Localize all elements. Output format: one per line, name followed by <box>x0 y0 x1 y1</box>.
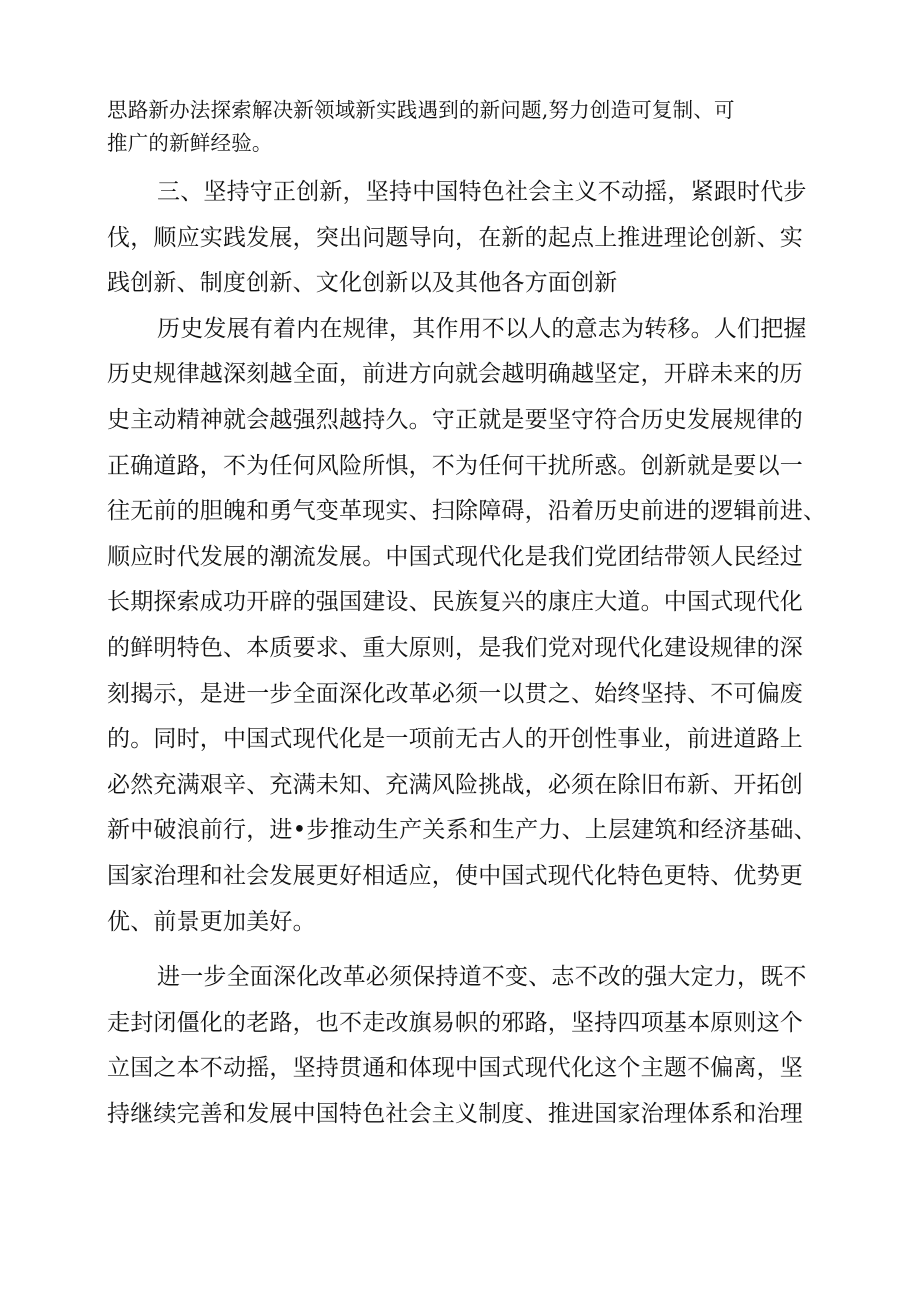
paragraph-continuation <box>107 94 813 160</box>
text-line: 长期探索成功开辟的强国建设、民族复兴的康庄大道。中国式现代化 <box>107 589 803 616</box>
text-line: 优、前景更加美好。 <box>107 908 316 935</box>
text-line: 必然充满艰辛、充满未知、充满风险挑战，必须在除旧布新、开拓创 <box>107 771 803 798</box>
text-line: 的鲜明特色、本质要求、重大原则，是我们党对现代化建设规律的深 <box>107 634 803 661</box>
text-line: 走封闭僵化的老路，也不走改旗易帜的邪路，坚持四项基本原则这个 <box>107 1009 803 1036</box>
text-line: 顺应时代发展的潮流发展。中国式现代化是我们党团结带领人民经过 <box>107 543 803 570</box>
text-line: 刻揭示，是进一步全面深化改革必须一以贯之、始终坚持、不可偏废 <box>107 680 803 707</box>
text-line: 的。同时，中国式现代化是一项前无古人的开创性事业，前进道路上 <box>107 726 803 753</box>
text-line: 思路新办法探索解决新领域新实践遇到的新问题,努力创造可复制、可 <box>107 98 735 122</box>
text-line: 新中破浪前行，进•步推动生产关系和生产力、上层建筑和经济基础、 <box>107 817 817 844</box>
text-line: 立国之本不动摇，坚持贯通和体现中国式现代化这个主题不偏离，坚 <box>107 1055 803 1082</box>
text-line: 史主动精神就会越强烈越持久。守正就是要坚守符合历史发展规律的 <box>107 406 803 433</box>
paragraph-history <box>107 307 827 945</box>
text-line: 进一步全面深化改革必须保持道不变、志不改的强大定力，既不 <box>157 964 807 991</box>
text-line: 往无前的胆魄和勇气变革现实、扫除障碍，沿着历史前进的逻辑前进、 <box>107 498 827 525</box>
heading-line: 三、坚持守正创新，坚持中国特色社会主义不动摇，紧跟时代步 <box>157 179 807 205</box>
document-body <box>107 94 827 1137</box>
text-line: 推广的新鲜经验。 <box>107 131 273 155</box>
text-line: 历史规律越深刻越全面，前进方向就会越明确越坚定，开辟未来的历 <box>107 361 803 388</box>
text-line: 正确道路，不为任何风险所惧，不为任何干扰所惑。创新就是要以一 <box>107 452 803 479</box>
heading-line: 伐，顺应实践发展，突出问题导向，在新的起点上推进理论创新、实 <box>107 224 803 251</box>
heading-line: 践创新、制度创新、文化创新以及其他各方面创新 <box>107 270 618 297</box>
paragraph-reform <box>107 955 813 1137</box>
section-heading-3 <box>107 170 813 307</box>
text-line: 持继续完善和发展中国特色社会主义制度、推进国家治理体系和治理 <box>107 1100 803 1127</box>
text-line: 历史发展有着内在规律，其作用不以人的意志为转移。人们把握 <box>157 315 807 342</box>
text-line: 国家治理和社会发展更好相适应，使中国式现代化特色更特、优势更 <box>107 862 803 889</box>
